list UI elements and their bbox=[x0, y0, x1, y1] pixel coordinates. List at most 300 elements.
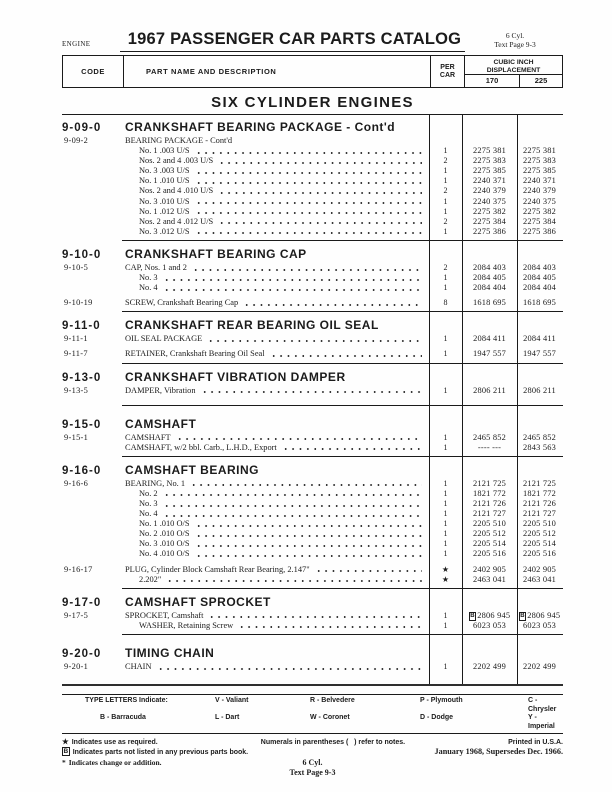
per-car-cell: 1 bbox=[443, 176, 448, 186]
leader-dots bbox=[195, 168, 423, 176]
description-cell bbox=[122, 197, 429, 207]
printed-note: Printed in U.S.A. bbox=[508, 739, 563, 746]
part-row bbox=[62, 479, 563, 489]
part-row bbox=[62, 662, 563, 672]
part-number-cell bbox=[517, 334, 562, 344]
part-section bbox=[62, 364, 563, 406]
part-number: 2121 726 bbox=[472, 498, 506, 508]
legend-cell: P - Plymouth bbox=[420, 697, 463, 704]
per-car-cell: 1 bbox=[443, 498, 448, 508]
part-number-cell bbox=[517, 539, 562, 549]
leader-dots bbox=[163, 501, 422, 509]
part-number: 2084 403 bbox=[522, 262, 556, 272]
section-title: CRANKSHAFT BEARING CAP bbox=[125, 246, 307, 261]
part-description: CAMSHAFT bbox=[125, 432, 171, 442]
part-row bbox=[62, 136, 563, 146]
part-number: 2275 385 bbox=[522, 166, 556, 176]
part-description: RETAINER, Crankshaft Bearing Oil Seal bbox=[125, 349, 265, 359]
legend-cell: C - Chrysler bbox=[528, 697, 557, 713]
part-number-cell bbox=[462, 207, 517, 217]
leader-dots bbox=[163, 511, 422, 519]
part-number: 2084 411 bbox=[523, 334, 556, 344]
footnote-row-1 bbox=[62, 737, 563, 747]
part-number: 2205 512 bbox=[472, 529, 506, 539]
part-description: SPROCKET, Camshaft bbox=[125, 610, 204, 620]
leader-dots bbox=[195, 178, 423, 186]
text-page-label: Text Page 9-3 bbox=[494, 39, 536, 49]
part-number: 2806 211 bbox=[523, 385, 556, 395]
legend-cell: TYPE LETTERS Indicate: bbox=[85, 697, 168, 704]
part-number: 2275 384 bbox=[472, 216, 506, 226]
part-description: CAP, Nos. 1 and 2 bbox=[125, 262, 187, 272]
part-number-cell bbox=[517, 489, 562, 499]
part-number-cell bbox=[462, 273, 517, 283]
part-number-cell bbox=[462, 334, 517, 344]
description-cell bbox=[122, 662, 429, 672]
part-description: OIL SEAL PACKAGE bbox=[125, 334, 203, 344]
header-displacement-columns bbox=[465, 75, 562, 87]
per-car-cell: 2 bbox=[443, 262, 448, 272]
section-heading bbox=[62, 318, 563, 332]
description-cell bbox=[122, 263, 429, 273]
part-section bbox=[62, 635, 563, 684]
per-car-cell: 1 bbox=[443, 442, 448, 452]
leader-dots bbox=[207, 336, 422, 344]
part-number: 2202 499 bbox=[522, 661, 556, 671]
part-description: No. 1 .010 O/S bbox=[139, 519, 190, 529]
code-cell: 9-20-1 bbox=[64, 661, 89, 671]
part-description: No. 3 .010 U/S bbox=[139, 196, 190, 206]
per-car-cell: 1 bbox=[443, 226, 448, 236]
part-row bbox=[62, 217, 563, 227]
footnote-row-2 bbox=[62, 747, 563, 757]
part-number-cell bbox=[462, 217, 517, 227]
per-car-cell: ★ bbox=[441, 564, 450, 574]
section-heading bbox=[62, 247, 563, 261]
code-cell: 9-09-2 bbox=[64, 136, 89, 145]
part-number: 2275 381 bbox=[472, 146, 506, 156]
part-row bbox=[62, 166, 563, 176]
part-number: 2084 405 bbox=[472, 273, 506, 283]
part-number: 2275 383 bbox=[522, 156, 556, 166]
part-number: 1821 772 bbox=[522, 488, 556, 498]
part-number-cell bbox=[462, 509, 517, 519]
header-cubic-inch: CUBIC INCH bbox=[493, 59, 534, 66]
code-cell: 9-13-5 bbox=[64, 385, 89, 395]
part-number: 2240 371 bbox=[472, 176, 506, 186]
title-rule bbox=[120, 51, 465, 52]
leader-dots bbox=[201, 388, 422, 396]
leader-dots bbox=[192, 265, 422, 273]
part-number: 1618 695 bbox=[522, 298, 556, 308]
part-number: 2205 516 bbox=[522, 549, 556, 559]
part-number: 2843 563 bbox=[522, 442, 556, 452]
part-number: 2121 725 bbox=[522, 478, 556, 488]
part-number-cell bbox=[462, 539, 517, 549]
part-number-cell bbox=[462, 166, 517, 176]
part-description: Nos. 2 and 4 .012 U/S bbox=[139, 216, 214, 226]
per-car-cell: 1 bbox=[443, 432, 448, 442]
column-header-table bbox=[62, 55, 563, 88]
page-content bbox=[62, 30, 563, 686]
per-car-cell: 1 bbox=[443, 206, 448, 216]
section-title: CAMSHAFT BEARING bbox=[125, 462, 259, 477]
section-code: 9-17-0 bbox=[62, 596, 102, 609]
per-car-cell: 1 bbox=[443, 273, 448, 283]
part-number: 6023 053 bbox=[522, 620, 556, 630]
part-description: No. 3 .012 U/S bbox=[139, 226, 190, 236]
part-row bbox=[62, 298, 563, 308]
part-description: No. 2 .010 O/S bbox=[139, 529, 190, 539]
section-code: 9-20-0 bbox=[62, 647, 102, 660]
numerals-note: Numerals in parentheses ( ) refer to notes. bbox=[260, 739, 406, 746]
header-per-car bbox=[430, 56, 464, 87]
cyl-label: 6 Cyl. bbox=[505, 31, 525, 40]
part-number-cell bbox=[462, 156, 517, 166]
per-car-cell: 1 bbox=[443, 334, 448, 344]
leader-dots bbox=[218, 219, 422, 227]
per-car-cell: 1 bbox=[443, 549, 448, 559]
leader-dots bbox=[195, 541, 423, 549]
boxed-b-icon: B bbox=[520, 612, 525, 619]
part-number-cell bbox=[517, 273, 562, 283]
part-description: Nos. 2 and 4 .010 U/S bbox=[139, 186, 214, 196]
description-cell bbox=[122, 489, 429, 499]
leader-dots bbox=[157, 664, 422, 672]
part-number: 1947 557 bbox=[522, 349, 556, 359]
per-car-cell: 1 bbox=[443, 519, 448, 529]
part-number: 2275 382 bbox=[522, 206, 556, 216]
part-number: 2465 852 bbox=[522, 432, 556, 442]
header-part-name: PART NAME AND DESCRIPTION bbox=[123, 56, 430, 87]
description-cell bbox=[122, 499, 429, 509]
leader-dots bbox=[195, 209, 423, 217]
per-car-cell: 8 bbox=[443, 298, 448, 308]
part-description: No. 4 .010 O/S bbox=[139, 549, 190, 559]
part-number: 2205 514 bbox=[472, 539, 506, 549]
description-cell bbox=[122, 227, 429, 237]
description-cell bbox=[122, 621, 429, 631]
part-number: 2205 514 bbox=[522, 539, 556, 549]
legend-cell: V - Valiant bbox=[215, 697, 249, 704]
part-number-cell bbox=[517, 509, 562, 519]
part-number-cell bbox=[462, 386, 517, 396]
section-title: TIMING CHAIN bbox=[125, 645, 215, 660]
section-title: CRANKSHAFT REAR BEARING OIL SEAL bbox=[125, 318, 379, 333]
description-cell bbox=[122, 433, 429, 443]
description-cell bbox=[122, 298, 429, 308]
part-row bbox=[62, 197, 563, 207]
part-row bbox=[62, 539, 563, 549]
part-number: 2240 379 bbox=[522, 186, 556, 196]
part-row bbox=[62, 227, 563, 237]
section-heading bbox=[62, 463, 563, 477]
part-number: 2465 852 bbox=[472, 432, 506, 442]
part-description: BEARING PACKAGE - Cont'd bbox=[125, 136, 233, 145]
description-cell bbox=[122, 349, 429, 359]
part-number: 2084 404 bbox=[472, 283, 506, 293]
part-number-cell bbox=[517, 499, 562, 509]
part-number-cell bbox=[517, 146, 562, 156]
part-number-cell bbox=[517, 386, 562, 396]
part-number-cell bbox=[462, 433, 517, 443]
leader-dots bbox=[195, 521, 423, 529]
part-number: 2402 905 bbox=[522, 564, 556, 574]
section-heading bbox=[62, 417, 563, 431]
part-number-cell bbox=[462, 489, 517, 499]
header-displacement bbox=[464, 56, 562, 87]
star-footnote bbox=[62, 737, 158, 747]
leader-dots bbox=[163, 275, 422, 283]
footer-cyl-label: 6 Cyl. bbox=[302, 758, 323, 767]
group-title: SIX CYLINDER ENGINES bbox=[211, 94, 414, 111]
part-description: No. 3 .003 U/S bbox=[139, 166, 190, 176]
header-col-170: 170 bbox=[465, 75, 520, 87]
leader-dots bbox=[166, 577, 422, 585]
part-row bbox=[62, 433, 563, 443]
part-description: PLUG, Cylinder Block Camshaft Rear Bearing, 2.147" bbox=[125, 564, 310, 574]
part-section bbox=[62, 589, 563, 635]
part-number: 2806 945 bbox=[477, 610, 511, 620]
leader-dots bbox=[282, 445, 422, 453]
part-number: 2084 411 bbox=[473, 334, 506, 344]
code-cell: 9-10-5 bbox=[64, 262, 89, 272]
part-number-cell bbox=[517, 433, 562, 443]
section-heading bbox=[62, 120, 563, 134]
part-number-cell bbox=[517, 575, 562, 585]
asterisk-footnote bbox=[62, 758, 162, 767]
legend-cell: D - Dodge bbox=[420, 714, 454, 721]
leader-dots bbox=[243, 300, 422, 308]
part-section bbox=[62, 312, 563, 363]
part-description: No. 2 bbox=[139, 488, 158, 498]
part-row bbox=[62, 156, 563, 166]
code-cell: 9-16-6 bbox=[64, 478, 89, 488]
per-car-cell: 1 bbox=[443, 478, 448, 488]
leader-dots bbox=[270, 352, 422, 360]
per-car-cell: 1 bbox=[443, 661, 448, 671]
part-number: 2202 499 bbox=[472, 661, 506, 671]
part-number: 2275 382 bbox=[472, 206, 506, 216]
part-number-cell bbox=[517, 227, 562, 237]
part-number-cell bbox=[517, 283, 562, 293]
part-row bbox=[62, 386, 563, 396]
description-cell bbox=[122, 136, 429, 146]
part-number: 2205 516 bbox=[472, 549, 506, 559]
part-number-cell bbox=[517, 529, 562, 539]
legend-cell: W - Coronet bbox=[310, 714, 350, 721]
part-description: No. 4 bbox=[139, 509, 158, 519]
part-row bbox=[62, 565, 563, 575]
section-heading bbox=[62, 370, 563, 384]
part-number-cell bbox=[517, 519, 562, 529]
per-car-cell: 1 bbox=[443, 488, 448, 498]
boxed-b-icon: B bbox=[63, 748, 69, 755]
section-code: 9-16-0 bbox=[62, 464, 102, 477]
description-cell bbox=[122, 283, 429, 293]
description-cell bbox=[122, 207, 429, 217]
description-cell bbox=[122, 575, 429, 585]
part-number: 2121 727 bbox=[522, 509, 556, 519]
leader-dots bbox=[195, 229, 423, 237]
description-cell bbox=[122, 479, 429, 489]
part-row bbox=[62, 529, 563, 539]
description-cell bbox=[122, 565, 429, 575]
page-footer bbox=[62, 694, 563, 777]
description-cell bbox=[122, 509, 429, 519]
per-car-cell: 1 bbox=[443, 349, 448, 359]
part-description: CAMSHAFT, w/2 bbl. Carb., L.H.D., Export bbox=[125, 442, 277, 452]
part-number-cell bbox=[517, 217, 562, 227]
code-cell: 9-16-17 bbox=[64, 564, 93, 574]
code-cell: 9-10-19 bbox=[64, 298, 93, 308]
per-car-cell: 1 bbox=[443, 620, 448, 630]
legend-cell: B - Barracuda bbox=[100, 714, 146, 721]
part-number-cell bbox=[517, 263, 562, 273]
section-title: CAMSHAFT SPROCKET bbox=[125, 594, 271, 609]
leader-dots bbox=[195, 552, 423, 560]
part-number: 2275 386 bbox=[472, 226, 506, 236]
part-number-cell bbox=[517, 197, 562, 207]
per-car-cell: 1 bbox=[443, 146, 448, 156]
boxed-b-footnote bbox=[62, 747, 248, 757]
part-section bbox=[62, 115, 563, 241]
part-description: No. 1 .010 U/S bbox=[139, 176, 190, 186]
part-number-cell bbox=[517, 621, 562, 631]
header-per: PER bbox=[440, 63, 455, 71]
description-cell bbox=[122, 146, 429, 156]
asterisk-icon: * bbox=[62, 758, 66, 767]
part-number-cell bbox=[517, 479, 562, 489]
part-number: 2121 725 bbox=[472, 478, 506, 488]
leader-dots bbox=[218, 158, 422, 166]
leader-dots bbox=[176, 435, 422, 443]
part-section bbox=[62, 406, 563, 457]
per-car-cell: ★ bbox=[441, 574, 450, 584]
description-cell bbox=[122, 549, 429, 559]
per-car-cell: 1 bbox=[443, 529, 448, 539]
page-title: 1967 PASSENGER CAR PARTS CATALOG bbox=[127, 30, 462, 48]
part-number-cell bbox=[517, 186, 562, 196]
leader-dots bbox=[190, 481, 422, 489]
sections bbox=[62, 115, 563, 684]
part-number-cell bbox=[462, 479, 517, 489]
part-description: Nos. 2 and 4 .003 U/S bbox=[139, 156, 214, 166]
part-number-cell bbox=[517, 156, 562, 166]
part-number: 6023 053 bbox=[472, 620, 506, 630]
part-number-cell bbox=[462, 519, 517, 529]
leader-dots bbox=[163, 491, 422, 499]
part-description: No. 1 .003 U/S bbox=[139, 146, 190, 156]
part-description: No. 3 .010 O/S bbox=[139, 539, 190, 549]
code-cell: 9-11-1 bbox=[64, 334, 88, 344]
part-number-cell bbox=[517, 207, 562, 217]
part-number-cell bbox=[517, 549, 562, 559]
part-number-cell bbox=[517, 565, 562, 575]
part-number: 2275 383 bbox=[472, 156, 506, 166]
leader-dots bbox=[163, 285, 422, 293]
description-cell bbox=[122, 186, 429, 196]
part-number-cell bbox=[462, 263, 517, 273]
part-number: 2084 405 bbox=[522, 273, 556, 283]
section-code: 9-10-0 bbox=[62, 248, 102, 261]
part-number: 2275 386 bbox=[522, 226, 556, 236]
part-row bbox=[62, 283, 563, 293]
header-code: CODE bbox=[81, 67, 105, 76]
part-number-cell bbox=[517, 176, 562, 186]
part-number-cell bbox=[517, 349, 562, 359]
per-car-cell: 1 bbox=[443, 385, 448, 395]
leader-dots bbox=[315, 567, 422, 575]
leader-dots bbox=[218, 189, 422, 197]
description-cell bbox=[122, 273, 429, 283]
part-row bbox=[62, 549, 563, 559]
boxed-b-note-text: Indicates parts not listed in any previous parts book. bbox=[72, 749, 249, 756]
part-number-cell bbox=[517, 443, 562, 453]
leader-dots bbox=[195, 531, 423, 539]
part-row bbox=[62, 146, 563, 156]
leader-dots bbox=[195, 199, 423, 207]
asterisk-note-text: Indicates change or addition. bbox=[68, 758, 162, 767]
part-number-cell bbox=[462, 565, 517, 575]
part-row bbox=[62, 489, 563, 499]
date-note: January 1968, Supersedes Dec. 1966. bbox=[434, 747, 563, 756]
part-number: 2240 371 bbox=[522, 176, 556, 186]
part-number-cell bbox=[462, 549, 517, 559]
part-number: 1618 695 bbox=[472, 298, 506, 308]
legend-cell: Y - Imperial bbox=[528, 714, 555, 730]
part-row bbox=[62, 443, 563, 453]
per-car-cell: 1 bbox=[443, 283, 448, 293]
per-car-cell: 1 bbox=[443, 196, 448, 206]
legend-row bbox=[62, 697, 563, 714]
part-number: 2806 211 bbox=[473, 385, 506, 395]
part-number: 2275 384 bbox=[522, 216, 556, 226]
part-description: BEARING, No. 1 bbox=[125, 478, 186, 488]
part-number: 2275 385 bbox=[472, 166, 506, 176]
section-code: 9-13-0 bbox=[62, 371, 102, 384]
per-car-cell: 1 bbox=[443, 610, 448, 620]
per-car-cell: 1 bbox=[443, 509, 448, 519]
part-number-cell bbox=[462, 662, 517, 672]
parts-table bbox=[62, 114, 563, 686]
part-number: 1821 772 bbox=[472, 488, 506, 498]
section-code: 9-09-0 bbox=[62, 122, 102, 134]
page-header bbox=[62, 30, 563, 49]
legend-cell: R - Belvedere bbox=[310, 697, 355, 704]
leader-dots bbox=[195, 148, 423, 156]
code-cell: 9-11-7 bbox=[64, 349, 88, 359]
part-row bbox=[62, 263, 563, 273]
per-car-cell: 1 bbox=[443, 166, 448, 176]
part-description: CHAIN bbox=[125, 661, 152, 671]
part-row bbox=[62, 621, 563, 631]
part-description: WASHER, Retaining Screw bbox=[139, 620, 234, 630]
section-title: CRANKSHAFT VIBRATION DAMPER bbox=[125, 369, 346, 384]
code-cell: 9-17-5 bbox=[64, 610, 89, 620]
part-row bbox=[62, 186, 563, 196]
part-number-cell bbox=[517, 662, 562, 672]
part-description: No. 4 bbox=[139, 283, 158, 293]
per-car-cell: 2 bbox=[443, 186, 448, 196]
section-title: CAMSHAFT bbox=[125, 416, 197, 431]
part-number: 2205 510 bbox=[472, 519, 506, 529]
per-car-cell: 2 bbox=[443, 156, 448, 166]
part-number: 2240 375 bbox=[522, 196, 556, 206]
star-icon: ★ bbox=[62, 737, 69, 746]
part-number-cell bbox=[517, 166, 562, 176]
per-car-cell: 1 bbox=[443, 539, 448, 549]
